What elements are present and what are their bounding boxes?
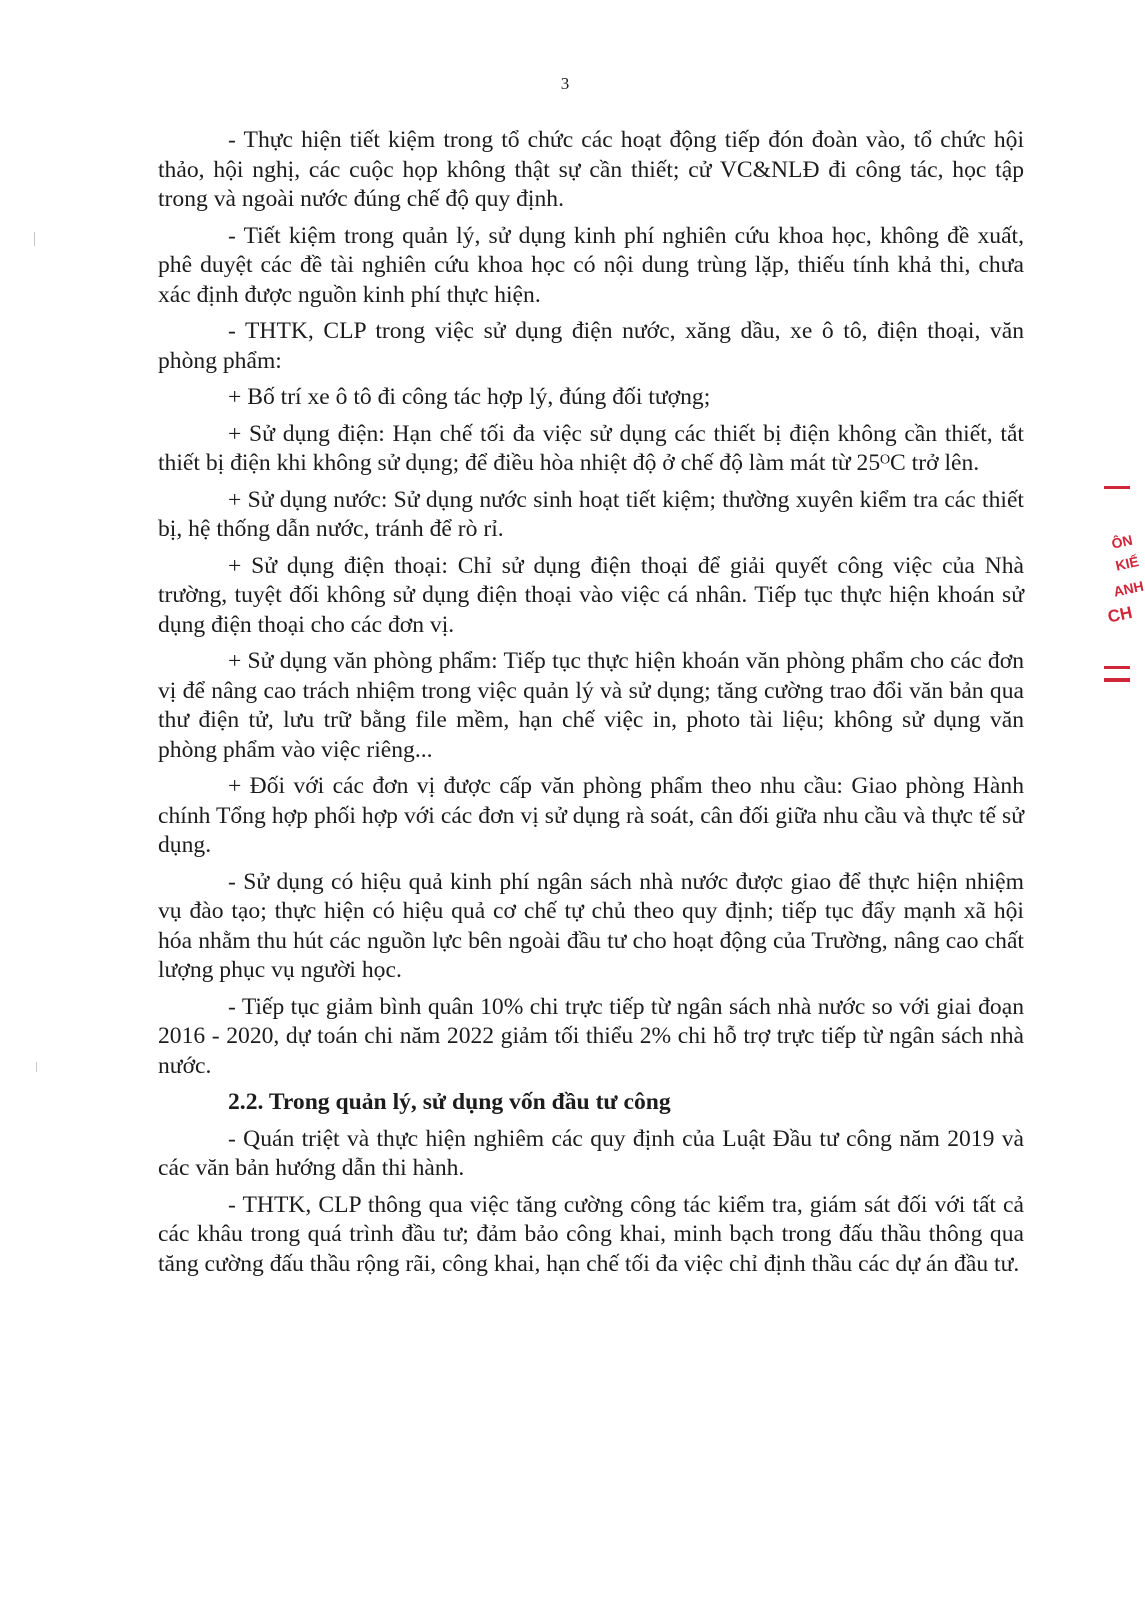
stamp-fragment: ANH: [1112, 577, 1145, 600]
paragraph-state-budget-efficiency: - Sử dụng có hiệu quả kinh phí ngân sách nhà nước được giao để thực hiện nhiệm vụ đào tạo; thực hiện có hiệu quả cơ chế tự chủ theo quy định; tiếp tục đẩy mạnh xã hội hóa nhằm thu hút các nguồn lực bên ngoài đầu tư cho hoạt động của Trường, nâng cao chất lượng phục vụ người học.: [158, 868, 1024, 983]
stamp-fragment: ÔN: [1110, 531, 1134, 552]
section-heading: 2.2. Trong quản lý, sử dụng vốn đầu tư công: [228, 1089, 671, 1115]
stamp-fragment: KIẾ: [1114, 553, 1141, 574]
paragraph-reception-savings: - Thực hiện tiết kiệm trong tổ chức các hoạt động tiếp đón đoàn vào, tổ chức hội thảo, hội nghị, các cuộc họp không thật sự cần thiết; cử VC&NLĐ đi công tác, học tập trong và ngoài nước đúng chế độ quy định.: [158, 127, 1024, 212]
paragraph-utilities-intro: - THTK, CLP trong việc sử dụng điện nước, xăng dầu, xe ô tô, điện thoại, văn phòng phẩm:: [158, 318, 1024, 374]
stamp-rule: [1104, 678, 1130, 682]
paragraph-bidding-transparency: - THTK, CLP thông qua việc tăng cường công tác kiểm tra, giám sát đối với tất cả các khâu trong quá trình đầu tư; đảm bảo công khai, minh bạch trong đấu thầu thông qua tăng cường đấu thầu rộng rãi, công khai, hạn chế tối đa việc chỉ định thầu các dự án đầu tư.: [158, 1191, 1024, 1277]
paragraph-electricity-use: + Sử dụng điện: Hạn chế tối đa việc sử dụng các thiết bị điện không cần thiết, tắt thiết bị điện khi không sử dụng; để điều hòa nhiệt độ ở chế độ làm mát từ 25ᴼC trở lên.: [158, 420, 1024, 476]
stamp-fragment: CH: [1106, 602, 1134, 627]
paragraph-stationery-use: + Sử dụng văn phòng phẩm: Tiếp tục thực hiện khoán văn phòng phẩm cho các đơn vị để nâng cao trách nhiệm trong việc quản lý và sử dụng; tăng cường trao đổi văn bản qua thư điện tử, lưu trữ bằng file mềm, hạn chế việc in, photo tài liệu; không sử dụng văn phòng phẩm vào việc riêng...: [158, 648, 1024, 763]
paragraph-water-use: + Sử dụng nước: Sử dụng nước sinh hoạt tiết kiệm; thường xuyên kiểm tra các thiết bị, hệ thống dẫn nước, tránh để rò rỉ.: [158, 486, 1024, 542]
document-body: [158, 126, 1024, 1286]
paragraph-stationery-on-demand: + Đối với các đơn vị được cấp văn phòng phẩm theo nhu cầu: Giao phòng Hành chính Tổng hợp phối hợp với các đơn vị sử dụng rà soát, cân đối giữa nhu cầu và thực tế sử dụng.: [158, 773, 1024, 858]
paragraph-research-funding: - Tiết kiệm trong quản lý, sử dụng kinh phí nghiên cứu khoa học, không đề xuất, phê duyệt các đề tài nghiên cứu khoa học có nội dung trùng lặp, thiếu tính khả thi, chưa xác định được nguồn kinh phí thực hiện.: [158, 222, 1024, 308]
stamp-rule: [1104, 666, 1130, 669]
page-number: 3: [560, 74, 570, 93]
paragraph-vehicle-use: + Bố trí xe ô tô đi công tác hợp lý, đúng đối tượng;: [228, 384, 711, 410]
red-stamp-edge: [1082, 480, 1145, 700]
paragraph-spending-reduction: - Tiếp tục giảm bình quân 10% chi trực tiếp từ ngân sách nhà nước so với giai đoạn 2016 - 2020, dự toán chi năm 2022 giảm tối thiểu 2% chi hỗ trợ trực tiếp từ ngân sách nhà nước.: [158, 993, 1024, 1079]
scan-mark: [34, 232, 35, 246]
stamp-rule: [1104, 486, 1130, 489]
paragraph-phone-use: + Sử dụng điện thoại: Chỉ sử dụng điện thoại để giải quyết công việc của Nhà trường, tuyệt đối không sử dụng điện thoại vào việc cá nhân. Tiếp tục thực hiện khoán sử dụng điện thoại cho các đơn vị.: [158, 552, 1024, 638]
paragraph-public-investment-law: - Quán triệt và thực hiện nghiêm các quy định của Luật Đầu tư công năm 2019 và các văn bản hướng dẫn thi hành.: [158, 1125, 1024, 1181]
scan-mark: [36, 1062, 37, 1072]
